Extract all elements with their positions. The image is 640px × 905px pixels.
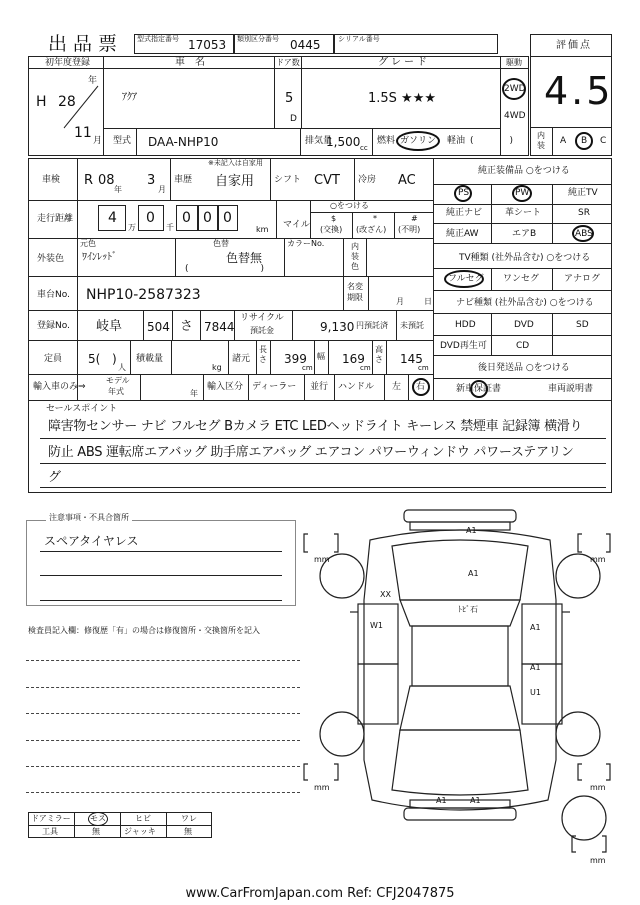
class-no-label: 類別区分番号: [237, 35, 279, 43]
std-item-pw: PW: [515, 188, 530, 198]
handle-right: 右: [416, 382, 426, 392]
docs-item-warranty: 新車保証書: [456, 384, 502, 394]
notes-label: 注意事項・不具合箇所: [46, 514, 132, 522]
std-item-aw: 純正AW: [446, 229, 479, 239]
interior-a: A: [560, 136, 567, 146]
tbl-tool-value: 無: [92, 827, 100, 836]
fuel-diesel: 軽油: [447, 136, 466, 146]
model-year-label-1: モデル: [106, 376, 130, 385]
std-item-ps: PS: [458, 188, 470, 198]
opt-hash: #: [411, 214, 418, 223]
chassis-label: 車台No.: [37, 290, 70, 300]
std-item-nav: 純正ナビ: [446, 208, 483, 218]
reg-number: 7844: [204, 320, 235, 334]
mile-label: マイル: [283, 220, 310, 230]
recycle-none: 未預託: [400, 321, 424, 330]
height-value: 145: [400, 352, 423, 366]
width-value: 169: [342, 352, 365, 366]
height-label: 高さ: [375, 345, 383, 364]
diag-mark-rear-bumper-r: A1: [470, 796, 481, 805]
diag-mark-hood: A1: [468, 569, 479, 578]
diag-unit-fr: mm: [590, 555, 606, 564]
sales-line-1: 障害物センサー ナビ フルセグ Bカメラ ETC LEDヘッドライト キーレス 禁煙車 記録簿 横滑り: [48, 419, 583, 434]
tbl-jack-label: ジャッキ: [124, 827, 156, 836]
fuel-gas: ガソリン: [400, 136, 437, 146]
name-label: 車 名: [175, 57, 205, 68]
inspection-label: 車検: [42, 175, 61, 185]
diag-mark-windshield: ﾄﾋﾞ石: [458, 605, 478, 614]
drive-2wd: 2WD: [504, 84, 526, 94]
mileage-label: 走行距離: [37, 214, 74, 224]
dims-label: 諸元: [232, 354, 251, 364]
first-reg-month-unit: 月: [93, 136, 103, 146]
recycle-label-2: 預託金: [250, 326, 274, 335]
diag-unit-spare: mm: [590, 856, 606, 865]
width-unit: cm: [360, 364, 371, 372]
docs-warranty-circle: [470, 380, 488, 398]
mileage-unit: km: [256, 225, 269, 234]
tv-item-full: フルセグ: [448, 274, 484, 284]
first-reg-label: 初年度登録: [45, 58, 91, 68]
opt-star-sub: (改ざん): [356, 225, 387, 234]
model-year-label-2: 年式: [108, 387, 124, 396]
std-item-abs: ABS: [575, 229, 593, 239]
inspection-month: 3: [147, 173, 156, 188]
std-item-sr: SR: [578, 208, 590, 218]
handle-left: 左: [392, 382, 402, 392]
opt-dollar: $: [331, 214, 337, 223]
capacity-value: 5(: [88, 352, 101, 366]
diag-mark-front-door-r: A1: [530, 623, 541, 632]
displacement-value: 1,500: [326, 135, 361, 149]
tbl-tool-label: 工具: [42, 827, 58, 836]
reg-kana: さ: [180, 319, 194, 334]
displacement-label: 排気量: [305, 136, 333, 146]
load-unit: kg: [212, 363, 222, 372]
diag-unit-rl: mm: [314, 783, 330, 792]
diag-mark-front-door-l: W1: [370, 621, 383, 630]
diag-mark-rear-door-r: A1: [530, 663, 541, 672]
ac-label: 冷房: [358, 175, 377, 185]
repaint-value: 色替無: [226, 251, 263, 265]
import-type-label: 輸入区分: [207, 382, 244, 392]
model-no-value: 17053: [188, 38, 227, 52]
dvd-play-label: DVD再生可: [440, 341, 487, 351]
std-item-leather: 革シート: [505, 208, 542, 218]
nav-title: ナビ種類 (社外品含む) ○をつける: [456, 298, 594, 308]
handle-label: ハンドル: [338, 382, 375, 392]
tbl-jack-value: 無: [184, 827, 192, 836]
serial-label: シリアル番号: [338, 35, 380, 43]
mileage-unit-man: 万: [128, 223, 136, 232]
capacity-unit: 人: [118, 363, 126, 372]
first-reg-year-unit: 年: [88, 76, 98, 86]
std-item-ps-circle: [454, 185, 472, 202]
notes-line-1: スペアタイヤレス: [44, 534, 139, 548]
diag-mark-quarter-r: U1: [530, 688, 541, 697]
height-unit: cm: [418, 364, 429, 372]
drive-4wd: 4WD: [504, 111, 526, 121]
grade-value: 1.5S ★★★: [368, 91, 437, 106]
opt-dollar-sub: (交換): [320, 225, 343, 234]
model-value: DAA-NHP10: [148, 135, 219, 149]
history-value: 自家用: [215, 174, 255, 189]
shift-value: CVT: [314, 173, 340, 188]
ac-value: AC: [398, 173, 416, 188]
load-label: 積載量: [136, 354, 164, 364]
std-item-tv: 純正TV: [568, 188, 598, 198]
mileage-digit-1: 4: [108, 210, 117, 226]
model-label: 型式: [113, 136, 132, 146]
std-item-abs-circle: [572, 225, 594, 242]
recycle-value: 9,130: [320, 320, 355, 334]
sales-line-2: 防止 ABS 運転席エアバッグ 助手席エアバッグ エアコン パワーウィンドウ パワーステアリン: [48, 445, 574, 460]
tv-item-one: ワンセグ: [503, 274, 540, 284]
repaint-label: 色替: [213, 239, 229, 248]
fuel-gas-circle: [396, 131, 440, 151]
vehicle-name: ｱｸｱ: [122, 92, 137, 103]
length-label: 長さ: [259, 345, 267, 364]
docs-item-manual: 車両説明書: [548, 384, 594, 394]
interior-c: C: [600, 136, 607, 146]
tbl-crack-label: ヒビ: [135, 814, 151, 823]
width-label: 幅: [317, 352, 325, 361]
shift-label: シフト: [274, 175, 302, 185]
period-label-1: 名変: [347, 282, 363, 291]
inspection-era: R: [84, 173, 94, 188]
std-equip-title: 純正装備品 ○をつける: [478, 166, 570, 176]
class-no-value: 0445: [290, 38, 321, 52]
period-day: 日: [424, 297, 432, 306]
nav-item-hdd: HDD: [455, 320, 476, 330]
int-color-label-2: 装: [351, 252, 359, 261]
diag-mark-rear-bumper-l: A1: [436, 796, 447, 805]
first-reg-era: H: [36, 94, 47, 110]
reg-label: 登録No.: [37, 321, 70, 331]
tv-item-full-circle: [444, 270, 484, 288]
orig-color-value: ﾜｲﾝﾚｯﾄﾞ: [82, 252, 117, 263]
opt-hash-sub: (不明): [398, 225, 421, 234]
import-parallel: 並行: [310, 382, 329, 392]
sheet-title: 出品票: [48, 33, 124, 55]
first-reg-year: 28: [58, 94, 76, 110]
grade-label: グレード: [378, 57, 430, 68]
tbl-mirror-label: ドアミラー: [31, 814, 71, 823]
footer-ref: www.CarFromJapan.com Ref: CFJ2047875: [185, 886, 455, 901]
period-label-2: 期限: [347, 293, 363, 302]
dvd-play-value: CD: [516, 341, 530, 351]
car-diagram: [300, 500, 620, 870]
drive-2wd-circle: [502, 78, 526, 100]
displacement-unit: cc: [360, 144, 368, 152]
doors-label: ドア数: [276, 58, 300, 67]
nav-item-dvd: DVD: [514, 320, 534, 330]
import-label: 輸入車のみ⇒: [33, 382, 86, 392]
sales-line-3: グ: [48, 470, 62, 485]
opt-star: *: [373, 214, 377, 223]
handle-right-circle: [412, 378, 430, 396]
doors-suffix: D: [290, 114, 297, 124]
interior-b-circle: [575, 132, 593, 150]
docs-title: 後日発送品 ○をつける: [478, 363, 570, 373]
import-dealer: ディーラー: [252, 382, 297, 392]
model-no-label: 型式指定番号: [137, 35, 179, 43]
reg-class: 504: [147, 320, 170, 334]
capacity-label: 定員: [44, 354, 63, 364]
score-value: 4.5: [544, 69, 614, 113]
first-reg-month: 11: [74, 125, 92, 141]
recycle-unit: 円預託済: [356, 321, 388, 330]
repaint-paren: ( ): [185, 264, 265, 274]
date-slash: [60, 84, 100, 130]
orig-color-label: 元色: [80, 239, 96, 248]
fuel-paren: ( ): [470, 136, 514, 146]
tbl-mirror-circle: [88, 812, 108, 826]
capacity-paren: ): [112, 352, 117, 366]
diag-mark-front-bumper: A1: [466, 526, 477, 535]
recycle-label-1: リサイクル: [240, 313, 284, 323]
chassis-value: NHP10-2587323: [86, 287, 201, 303]
tv-title: TV種類 (社外品含む) ○をつける: [459, 253, 591, 263]
fuel-label: 燃料: [377, 136, 396, 146]
length-value: 399: [284, 352, 307, 366]
diag-unit-rr: mm: [590, 783, 606, 792]
history-label: 車歴: [174, 175, 193, 185]
interior-b: B: [581, 136, 588, 146]
inspection-year-unit: 年: [114, 185, 122, 194]
period-month: 月: [396, 297, 404, 306]
model-year-unit: 年: [190, 389, 198, 398]
inspection-year: 08: [98, 173, 115, 188]
color-no-label: カラーNo.: [287, 239, 325, 248]
reg-area: 岐阜: [96, 319, 123, 334]
inspector-label: 検査員記入欄：修復歴「有」の場合は修復箇所・交換箇所を記入: [28, 626, 260, 635]
diag-unit-fl: mm: [314, 555, 330, 564]
mileage-digit-3: 0: [182, 210, 191, 226]
std-item-pw-circle: [512, 185, 532, 202]
notes-box: [26, 520, 296, 606]
score-label: 評価点: [556, 40, 592, 51]
inspection-month-unit: 月: [158, 185, 166, 194]
history-note: ※未記入は自家用: [208, 159, 263, 167]
nav-item-sd: SD: [576, 320, 589, 330]
tv-item-analog: アナログ: [564, 274, 601, 284]
mileage-circle-note: ○をつける: [330, 201, 369, 210]
drive-label: 駆動: [506, 58, 522, 67]
mileage-digit-2: 0: [146, 210, 155, 226]
tbl-break-label: ワレ: [181, 814, 197, 823]
sales-label: セールスポイント: [46, 404, 118, 414]
doors-value: 5: [285, 91, 294, 106]
color-label: 外装色: [37, 254, 65, 264]
int-color-label-3: 色: [351, 262, 359, 271]
mileage-unit-sen: 千: [166, 223, 174, 232]
mileage-digit-4: 0: [203, 210, 212, 226]
tbl-mirror-value: モス: [90, 814, 106, 823]
int-color-label-1: 内: [351, 242, 359, 251]
length-unit: cm: [302, 364, 313, 372]
std-item-airbag: エアB: [512, 229, 537, 239]
mileage-digit-5: 0: [223, 210, 232, 226]
diag-mark-fender: XX: [380, 590, 391, 599]
interior-label: 内装: [537, 131, 545, 150]
